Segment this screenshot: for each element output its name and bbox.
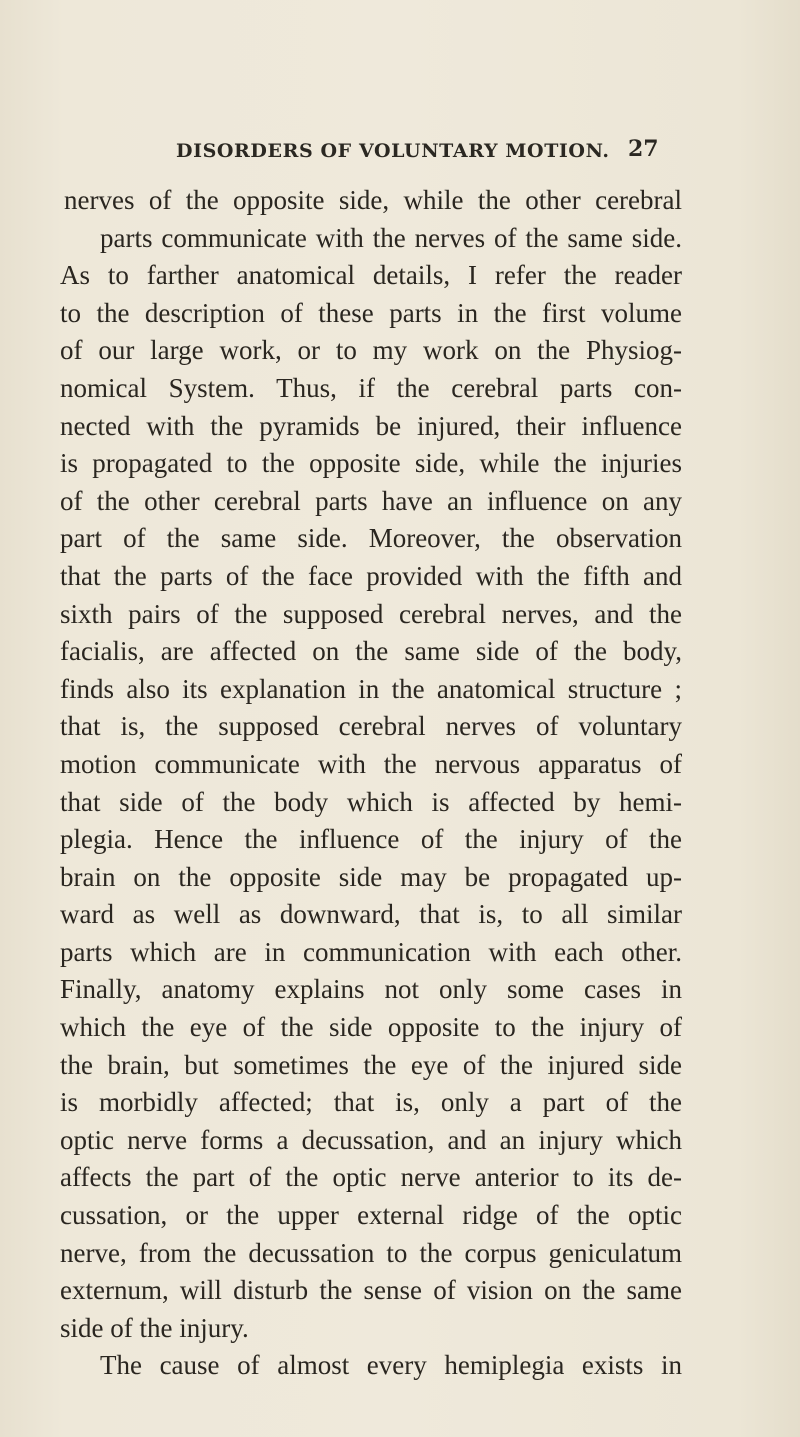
text-line: The cause of almost every hemiplegia exists in	[100, 1350, 682, 1381]
text-line: of our large work, or to my work on the Physiog-	[60, 335, 682, 366]
text-line: motion communicate with the nervous apparatus of	[60, 748, 682, 779]
text-line: that side of the body which is affected by hemi-	[60, 786, 682, 817]
text-line: is morbidly affected; that is, only a part of the	[60, 1087, 682, 1118]
text-line: optic nerve forms a decussation, and an injury which	[60, 1124, 682, 1155]
running-title: DISORDERS OF VOLUNTARY MOTION.	[176, 140, 610, 162]
text-line: finds also its explanation in the anatomical structure ;	[60, 673, 682, 704]
text-line: nerve, from the decussation to the corpus geniculatum	[60, 1237, 682, 1268]
body-text	[60, 182, 682, 1385]
text-line: cussation, or the upper external ridge of the optic	[60, 1200, 682, 1231]
text-line: the brain, but sometimes the eye of the injured side	[60, 1049, 682, 1080]
page-header	[0, 134, 800, 174]
text-line: As to farther anatomical details, I refer the reader	[60, 260, 682, 291]
text-line: part of the same side. Moreover, the observation	[60, 523, 682, 554]
page-number: 27	[628, 136, 659, 162]
text-line: facialis, are affected on the same side of the body,	[60, 636, 682, 667]
text-line: Finally, anatomy explains not only some cases in	[60, 974, 682, 1005]
text-line: nomical System. Thus, if the cerebral parts con-	[60, 372, 682, 403]
text-line: externum, will disturb the sense of vision on the same	[60, 1275, 682, 1306]
text-line: nerves of the opposite side, while the other cerebral	[64, 185, 682, 215]
text-line: sixth pairs of the supposed cerebral nerves, and the	[60, 598, 682, 629]
text-line: of the other cerebral parts have an influence on any	[60, 485, 682, 516]
text-line: nected with the pyramids be injured, their influence	[60, 410, 682, 441]
text-line: side of the injury.	[60, 1312, 249, 1343]
text-line: brain on the opposite side may be propagated up-	[60, 861, 682, 892]
text-line: affects the part of the optic nerve anterior to its de-	[60, 1162, 682, 1193]
text-line: parts which are in communication with each other.	[60, 936, 682, 967]
text-line: is propagated to the opposite side, while the injuries	[60, 448, 682, 479]
text-line: to the description of these parts in the first volume	[60, 297, 682, 328]
text-line: that the parts of the face provided with the fifth and	[60, 560, 682, 591]
text-line: ward as well as downward, that is, to all similar	[60, 899, 682, 930]
text-line: parts communicate with the nerves of the same side.	[100, 222, 682, 253]
text-line: that is, the supposed cerebral nerves of voluntary	[60, 711, 682, 742]
text-line: which the eye of the side opposite to the injury of	[60, 1012, 682, 1043]
text-line: plegia. Hence the influence of the injury of the	[60, 824, 682, 855]
